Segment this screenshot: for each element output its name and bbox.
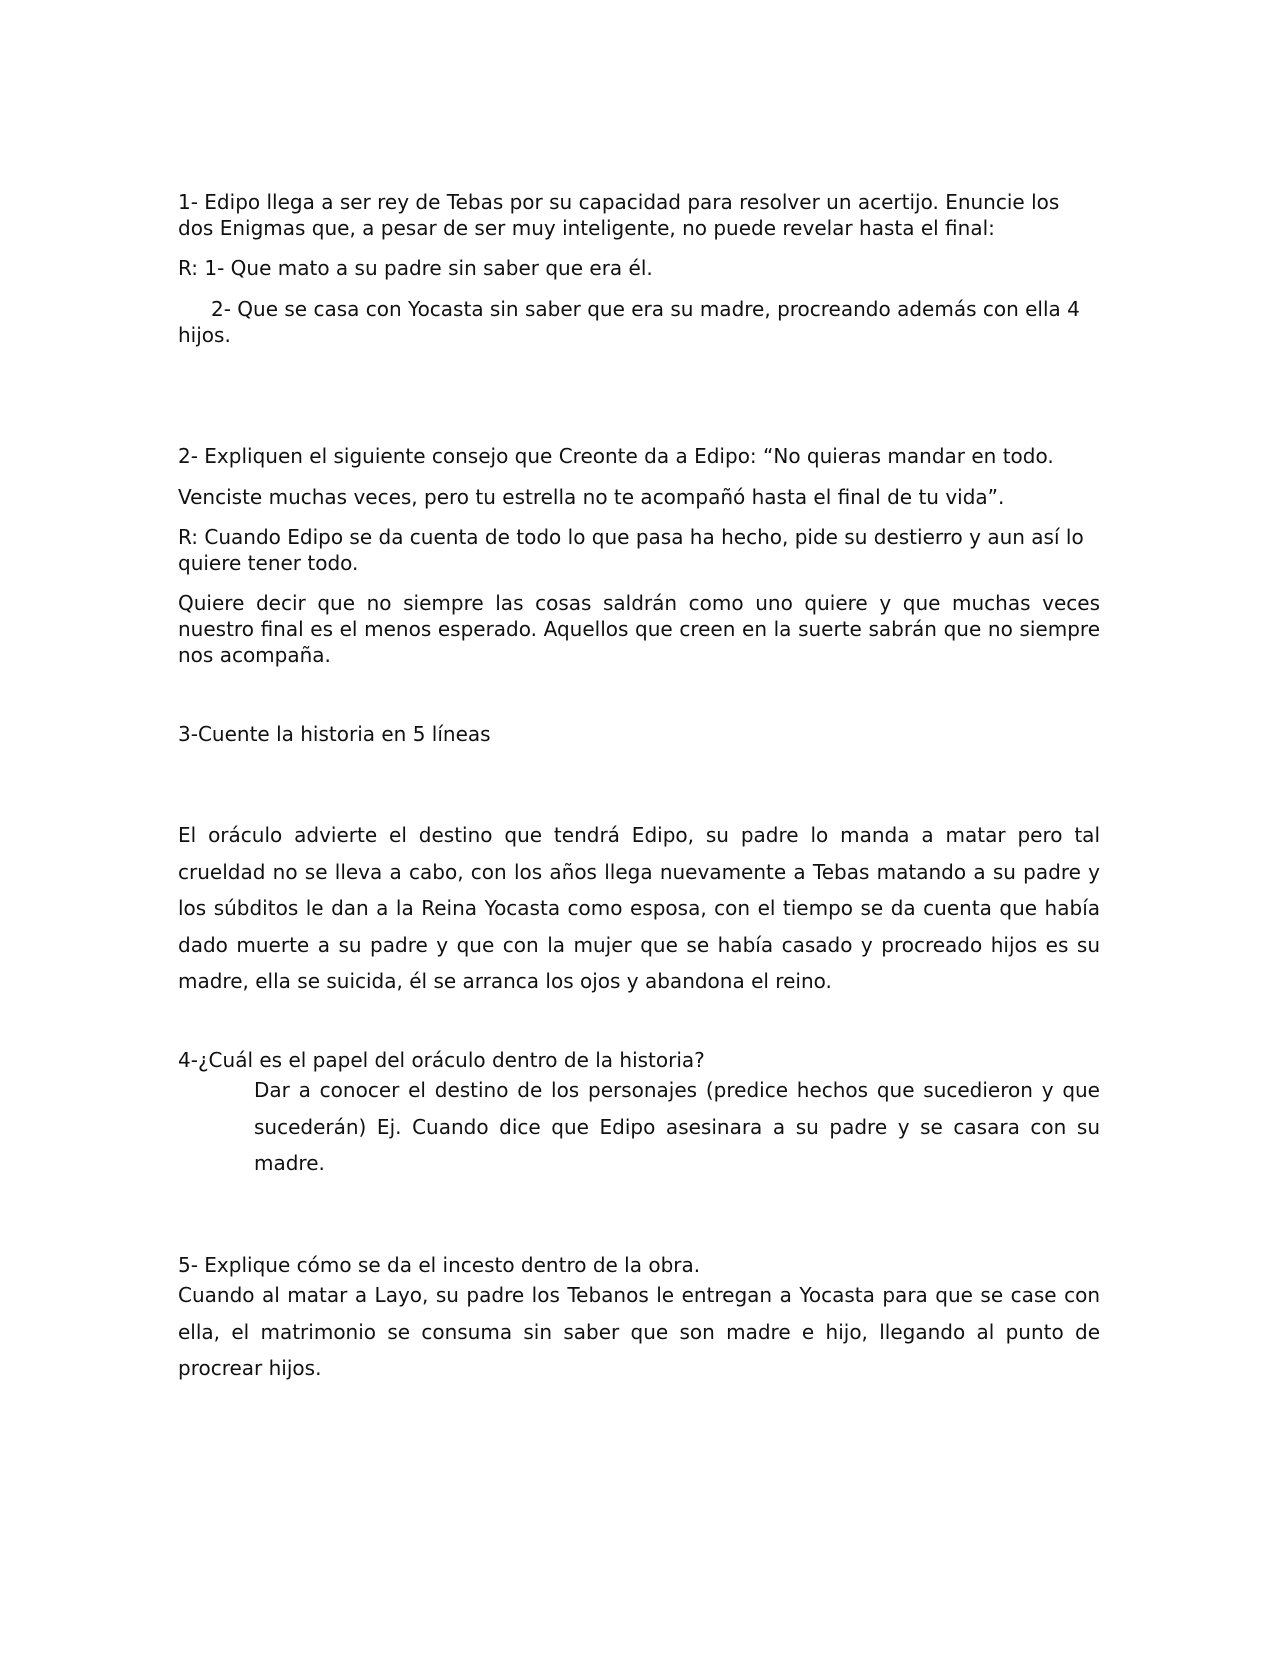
question-1-text: 1- Edipo llega a ser rey de Tebas por su capacidad para resolver un acertijo. Enuncie los dos Enigmas que, a pesar de ser muy inteligente, no puede revelar hasta el final: [178,190,1060,240]
question-4 [178,1047,1100,1073]
answer-2b-text: Quiere decir que no siempre las cosas saldrán como uno quiere y que muchas veces nuestro final es el menos esperado. Aquellos que creen en la suerte sabrán que no siempre nos acompaña. [178,591,1100,667]
answer-2a [178,524,1100,576]
question-2-line2-text: Venciste muchas veces, pero tu estrella no te acompañó hasta el final de tu vida”. [178,485,1005,509]
answer-1b [178,296,1100,348]
answer-3 [178,817,1100,1000]
answer-5-text: Cuando al matar a Layo, su padre los Tebanos le entregan a Yocasta para que se case con ella, el matrimonio se consuma sin saber que son madre e hijo, llegando al punto de procrear hijos. [178,1283,1100,1380]
question-2-line2 [178,484,1100,510]
answer-1a [178,255,1100,281]
answer-1a-text: R: 1- Que mato a su padre sin saber que era él. [178,256,653,280]
answer-2b [178,590,1100,668]
answer-3-text: El oráculo advierte el destino que tendrá Edipo, su padre lo manda a matar pero tal crueldad no se lleva a cabo, con los años llega nuevamente a Tebas matando a su padre y los súbditos le dan a la Reina Yocasta como esposa, con el tiempo se da cuenta que había dado muerte a su padre y que con la mujer que se había casado y procreado hijos es su madre, ella se suicida, él se arranca los ojos y abandona el reino. [178,823,1100,993]
question-2-line1-text: 2- Expliquen el siguiente consejo que Creonte da a Edipo: “No quieras mandar en todo. [178,444,1054,468]
answer-4 [178,1072,1100,1182]
answer-5 [178,1277,1100,1387]
answer-1b-text: 2- Que se casa con Yocasta sin saber que era su madre, procreando además con ella 4 hijos. [178,297,1080,347]
answer-4-text: Dar a conocer el destino de los personajes (predice hechos que sucedieron y que sucederán) Ej. Cuando dice que Edipo asesinara a su padre y se casara con su madre. [254,1078,1100,1175]
answer-2a-text: R: Cuando Edipo se da cuenta de todo lo que pasa ha hecho, pide su destierro y aun así lo quiere tener todo. [178,525,1084,575]
question-3-text: 3-Cuente la historia en 5 líneas [178,722,491,746]
question-5-text: 5- Explique cómo se da el incesto dentro de la obra. [178,1253,701,1277]
question-2-line1 [178,443,1100,469]
question-4-text: 4-¿Cuál es el papel del oráculo dentro de la historia? [178,1048,705,1072]
question-1 [178,189,1100,241]
question-5 [178,1252,1100,1278]
question-3 [178,721,1100,747]
